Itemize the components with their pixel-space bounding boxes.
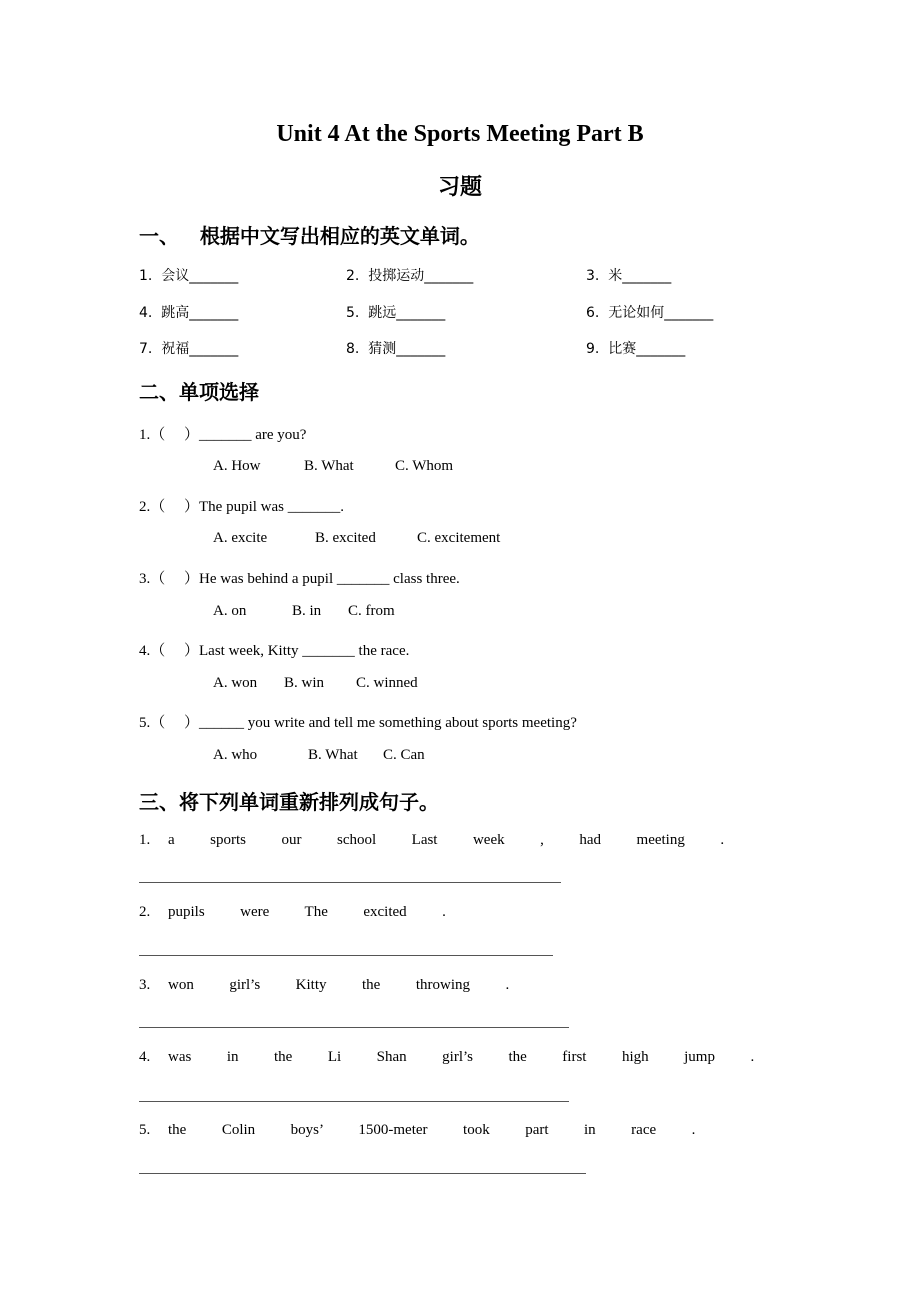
answer-line[interactable]: [139, 1027, 569, 1028]
vocab-item: 7. 祝福_______: [139, 341, 239, 357]
vocab-item: 9. 比赛_______: [586, 341, 686, 357]
choice-option: C. from: [348, 603, 395, 619]
section-2-heading: 二、单项选择: [139, 380, 259, 404]
vocab-item: 1. 会议_______: [139, 268, 239, 284]
choice-option: C. Can: [383, 747, 425, 763]
answer-line[interactable]: [139, 955, 553, 956]
answer-line[interactable]: [139, 882, 561, 883]
choice-question: 3.（ ）He was behind a pupil _______ class three.: [139, 571, 460, 587]
choice-option: A. won: [213, 675, 258, 691]
choice-option: C. excitement: [417, 530, 501, 546]
section-1-heading: 一、 根据中文写出相应的英文单词。: [139, 224, 480, 248]
reorder-item: 3. won girl’s Kitty the throwing .: [139, 977, 510, 993]
vocab-item: 6. 无论如何_______: [586, 305, 714, 321]
vocab-item: 2. 投掷运动_______: [346, 268, 474, 284]
choice-option: B. What: [308, 747, 358, 763]
choice-option: C. Whom: [395, 458, 454, 474]
choice-option: A. How: [213, 458, 261, 474]
choice-option: B. in: [292, 603, 322, 619]
choice-question: 1.（ ）_______ are you?: [139, 427, 307, 443]
reorder-item: 1. a sports our school Last week , had meeting .: [139, 832, 725, 848]
vocab-item: 3. 米_______: [586, 268, 672, 284]
page-title: Unit 4 At the Sports Meeting Part B: [276, 121, 644, 147]
reorder-item: 4. was in the Li Shan girl’s the first high jump .: [139, 1049, 755, 1065]
choice-option: C. winned: [356, 675, 418, 691]
section-3-heading: 三、将下列单词重新排列成句子。: [139, 790, 439, 814]
choice-option: B. win: [284, 675, 325, 691]
choice-question: 2.（ ）The pupil was _______.: [139, 499, 344, 515]
choice-option: A. who: [213, 747, 258, 763]
answer-line[interactable]: [139, 1173, 586, 1174]
choice-question: 4.（ ）Last week, Kitty _______ the race.: [139, 643, 410, 659]
vocab-item: 5. 跳远_______: [346, 305, 446, 321]
choice-option: A. on: [213, 603, 247, 619]
vocab-item: 8. 猜测_______: [346, 341, 446, 357]
choice-option: A. excite: [213, 530, 268, 546]
choice-option: B. What: [304, 458, 354, 474]
reorder-item: 2. pupils were The excited .: [139, 904, 446, 920]
answer-line[interactable]: [139, 1101, 569, 1102]
choice-question: 5.（ ）______ you write and tell me something about sports meeting?: [139, 715, 577, 731]
choice-option: B. excited: [315, 530, 376, 546]
reorder-item: 5. the Colin boys’ 1500-meter took part in race .: [139, 1122, 696, 1138]
page-subtitle: 习题: [437, 175, 482, 200]
vocab-item: 4. 跳高_______: [139, 305, 239, 321]
